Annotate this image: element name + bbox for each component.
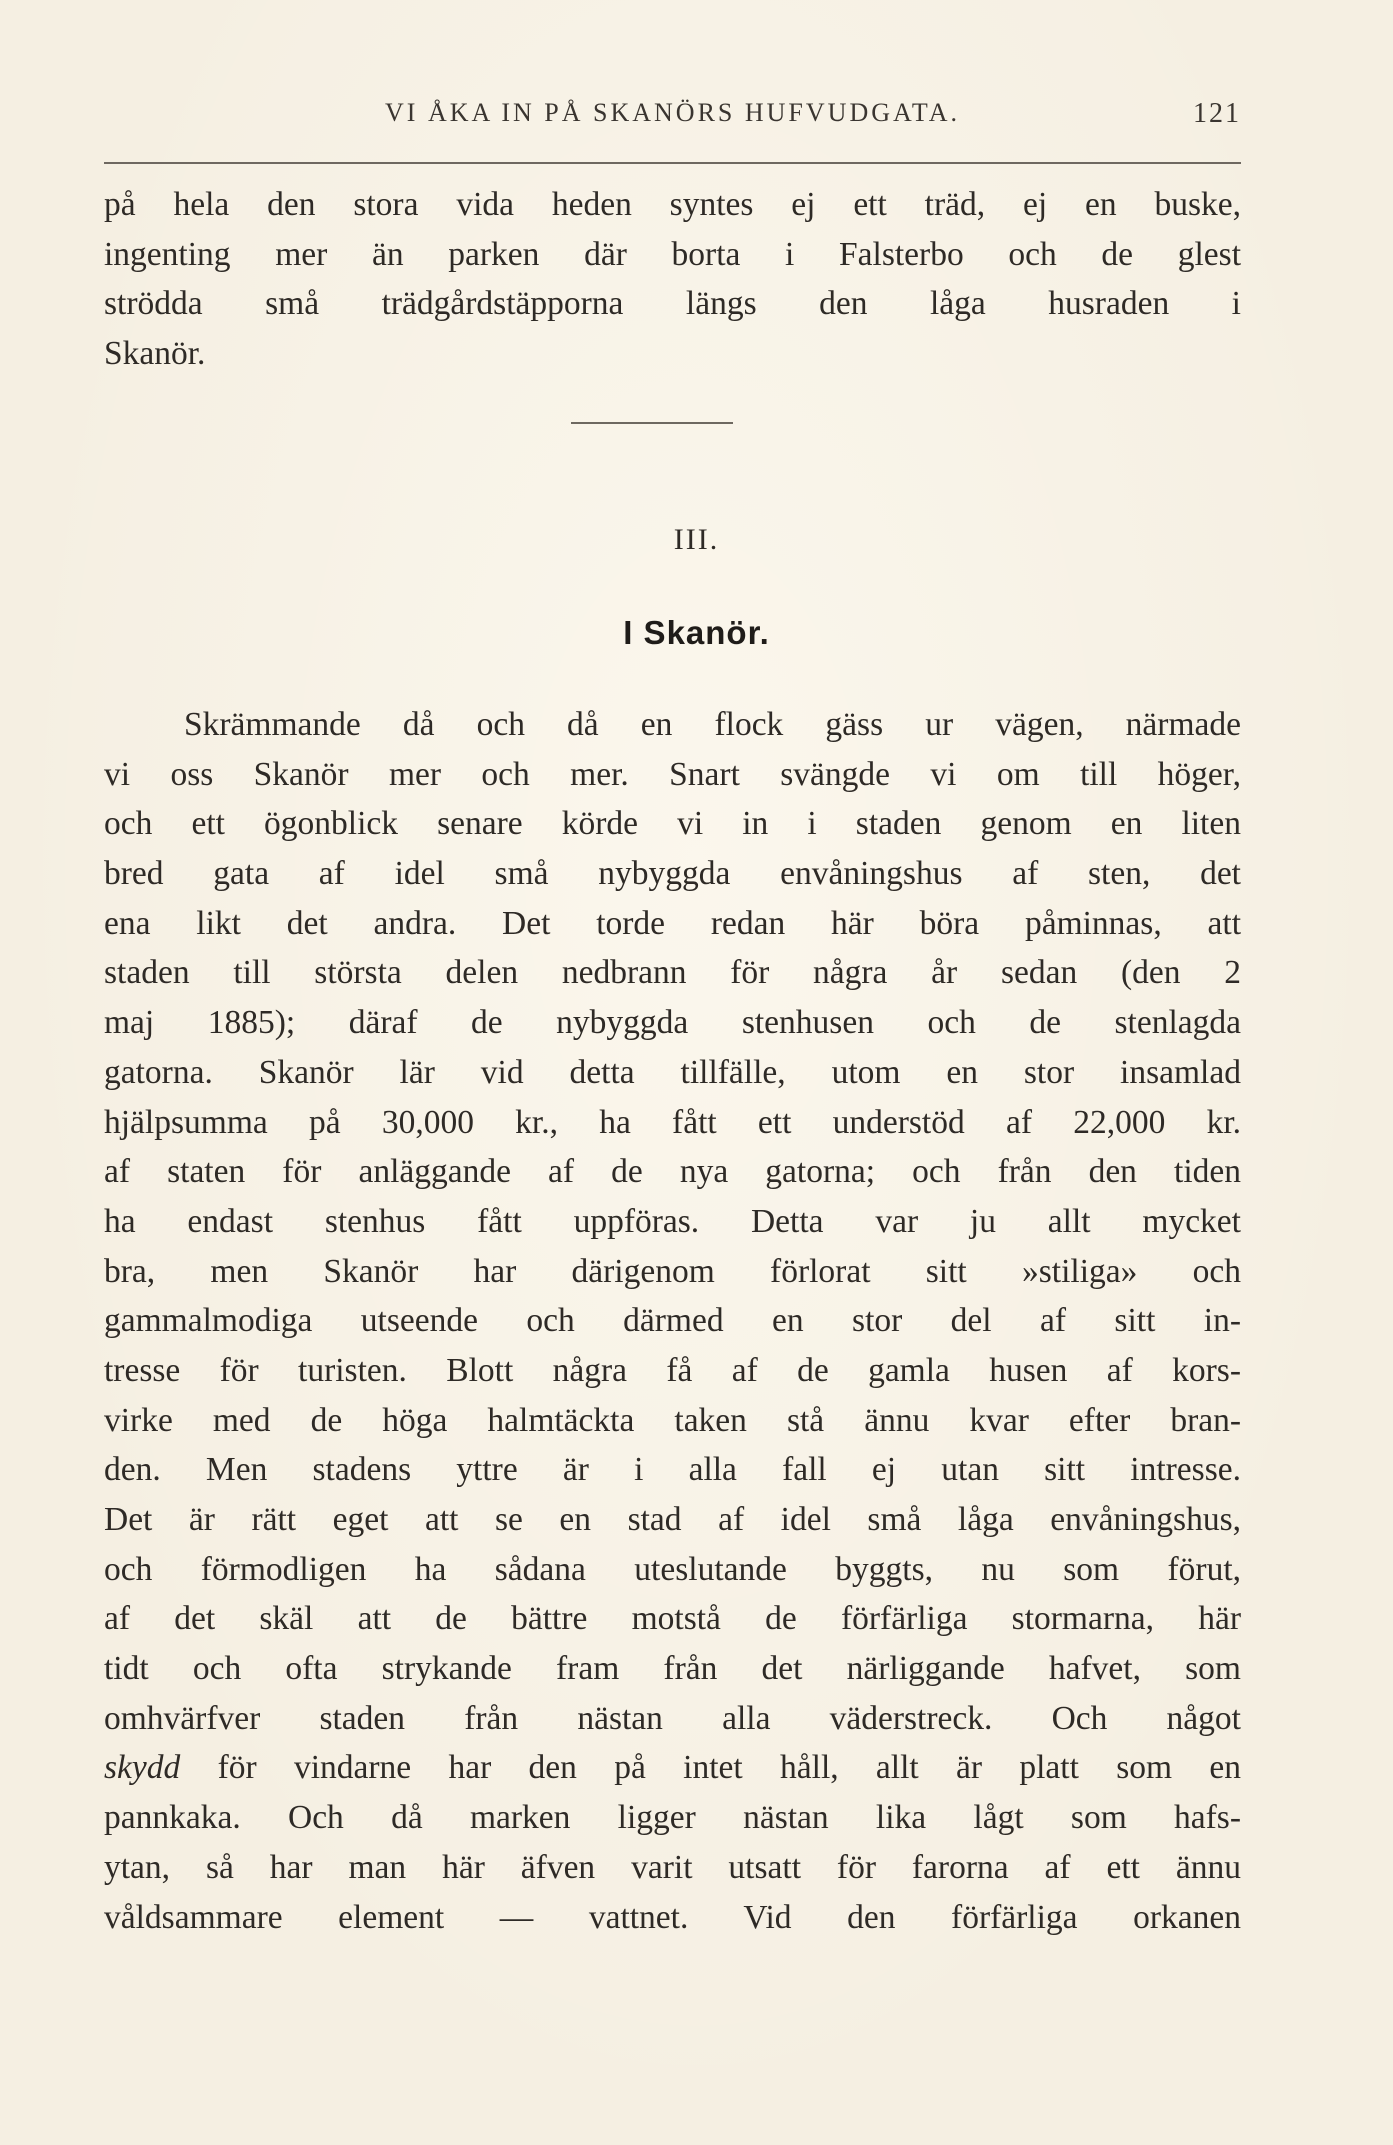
section-number: III. (673, 523, 720, 556)
section-title: I Skanör. (623, 614, 770, 651)
emphasized-word: skydd (104, 1749, 181, 1787)
text-line: tidt och ofta strykande fram från det närliggande hafvet, som (104, 1650, 1241, 1688)
section-divider-rule (571, 422, 733, 424)
text-line: Skanör. (104, 335, 206, 373)
text-line: gatorna. Skanör lär vid detta tillfälle, utom en stor insamlad (104, 1053, 1241, 1091)
text-line: tresse för turisten. Blott några få af de gamla husen af kors- (104, 1351, 1241, 1389)
text-line: bra, men Skanör har därigenom förlorat sitt »stiliga» och (104, 1252, 1241, 1290)
text-line: den. Men stadens yttre är i alla fall ej utan sitt intresse. (104, 1451, 1241, 1489)
text-line: våldsammare element — vattnet. Vid den förfärliga orkanen (104, 1898, 1241, 1936)
text-line: ytan, så har man här äfven varit utsatt för farorna af ett ännu (104, 1848, 1241, 1886)
text-line-with-emphasis (104, 1743, 1241, 1793)
text-line: af staten för anläggande af de nya gatorna; och från den tiden (104, 1153, 1241, 1191)
header-rule (104, 162, 1241, 164)
text-line: strödda små trädgårdstäpporna längs den låga husraden i (104, 285, 1241, 323)
text-line: vi oss Skanör mer och mer. Snart svängde vi om till höger, (104, 755, 1241, 793)
text-line: staden till största delen nedbrann för några år sedan (den 2 (104, 954, 1241, 992)
text-line: ha endast stenhus fått uppföras. Detta var ju allt mycket (104, 1202, 1241, 1240)
running-head (104, 98, 1241, 138)
text-line: ingenting mer än parken där borta i Falsterbo och de glest (104, 235, 1241, 273)
text-line: Skrämmande då och då en flock gäss ur vägen, närmade (184, 706, 1241, 743)
text-line: af det skäl att de bättre motstå de förfärliga stormarna, här (104, 1600, 1241, 1638)
text-line: omhvärfver staden från nästan alla väderstreck. Och något (104, 1699, 1241, 1737)
text-line: och förmodligen ha sådana uteslutande byggts, nu som förut, (104, 1550, 1241, 1588)
opening-paragraph (104, 180, 1241, 379)
text-line-rest: för vindarne har den på intet håll, allt är platt som en (180, 1749, 1241, 1787)
text-line: maj 1885); däraf de nybyggda stenhusen och de stenlagda (104, 1004, 1241, 1042)
main-paragraph (104, 700, 1241, 1942)
text-line: Det är rätt eget att se en stad af idel små låga envåningshus, (104, 1501, 1241, 1538)
text-line: virke med de höga halmtäckta taken stå ännu kvar efter bran- (104, 1401, 1241, 1439)
text-line: hjälpsumma på 30,000 kr., ha fått ett understöd af 22,000 kr. (104, 1103, 1241, 1141)
text-line: bred gata af idel små nybyggda envåningshus af sten, det (104, 855, 1241, 893)
text-line: pannkaka. Och då marken ligger nästan lika lågt som hafs- (104, 1799, 1241, 1837)
text-line: och ett ögonblick senare körde vi in i staden genom en liten (104, 805, 1241, 843)
page-number: 121 (1193, 98, 1241, 129)
text-line: ena likt det andra. Det torde redan här böra påminnas, att (104, 904, 1241, 942)
text-line: på hela den stora vida heden syntes ej ett träd, ej en buske, (104, 186, 1241, 223)
running-title: VI ÅKA IN PÅ SKANÖRS HUFVUDGATA. (385, 98, 960, 127)
text-line: gammalmodiga utseende och därmed en stor del af sitt in- (104, 1302, 1241, 1340)
